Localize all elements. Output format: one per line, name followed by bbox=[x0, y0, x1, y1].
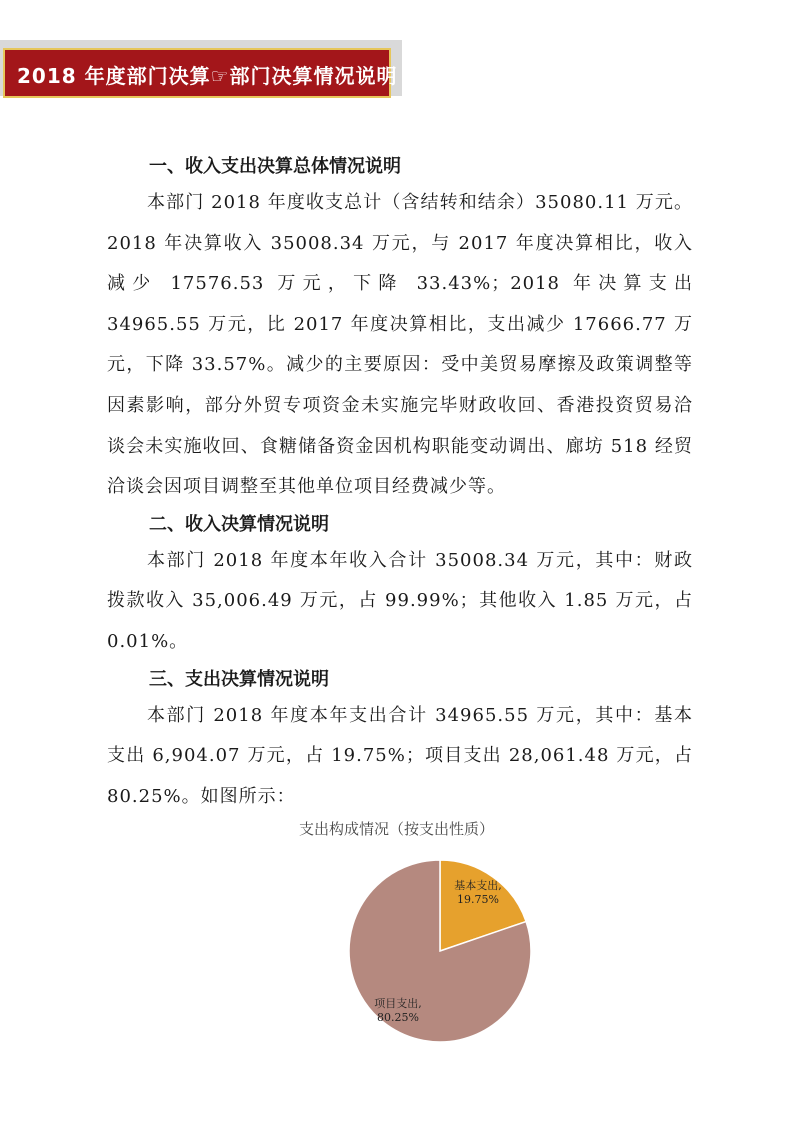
section-2-paragraph: 本部门 2018 年度本年收入合计 35008.34 万元，其中：财政拨款收入 35,006.49 万元，占 99.99%；其他收入 1.85 万元，占 0.01%。 bbox=[107, 549, 693, 652]
pie-label-2-name: 项目支出, bbox=[374, 997, 422, 1010]
chart-title: 支出构成情况（按支出性质） bbox=[298, 820, 494, 838]
pie-label-2-value: 80.25% bbox=[377, 1011, 419, 1024]
pie-label-1-value: 19.75% bbox=[457, 893, 499, 906]
section-2-heading: 二、收入决算情况说明 bbox=[149, 513, 329, 535]
pie-label-1-name: 基本支出, bbox=[454, 879, 502, 892]
section-3-paragraph: 本部门 2018 年度本年支出合计 34965.55 万元，其中：基本支出 6,904.07 万元，占 19.75%；项目支出 28,061.48 万元，占 80.25%。如图所示： bbox=[107, 704, 693, 807]
banner-title: 2018 年度部门决算☞部门决算情况说明 bbox=[17, 64, 398, 88]
section-3-heading: 三、支出决算情况说明 bbox=[149, 668, 329, 690]
section-1-paragraph: 本部门 2018 年度收支总计（含结转和结余）35080.11 万元。2018 年决算收入 35008.34 万元，与 2017 年度决算相比，收入减少 17576.53 万元，下降 33.43%；2018 年决算支出 34965.55 万元，比 2017 年度决算相比，支出减少 17666.77 万元，下降 33.57%。减少的主要原因：受中美贸易摩擦及政策调整等因素影响，部分外贸专项资金未实施完毕财政收回、香港投资贸易洽谈会未实施收回、食糖储备资金因机构职能变动调出、廊坊 518 经贸洽谈会因项目调整至其他单位项目经费减少等。 bbox=[107, 192, 693, 498]
section-1-heading: 一、收入支出决算总体情况说明 bbox=[149, 156, 401, 177]
